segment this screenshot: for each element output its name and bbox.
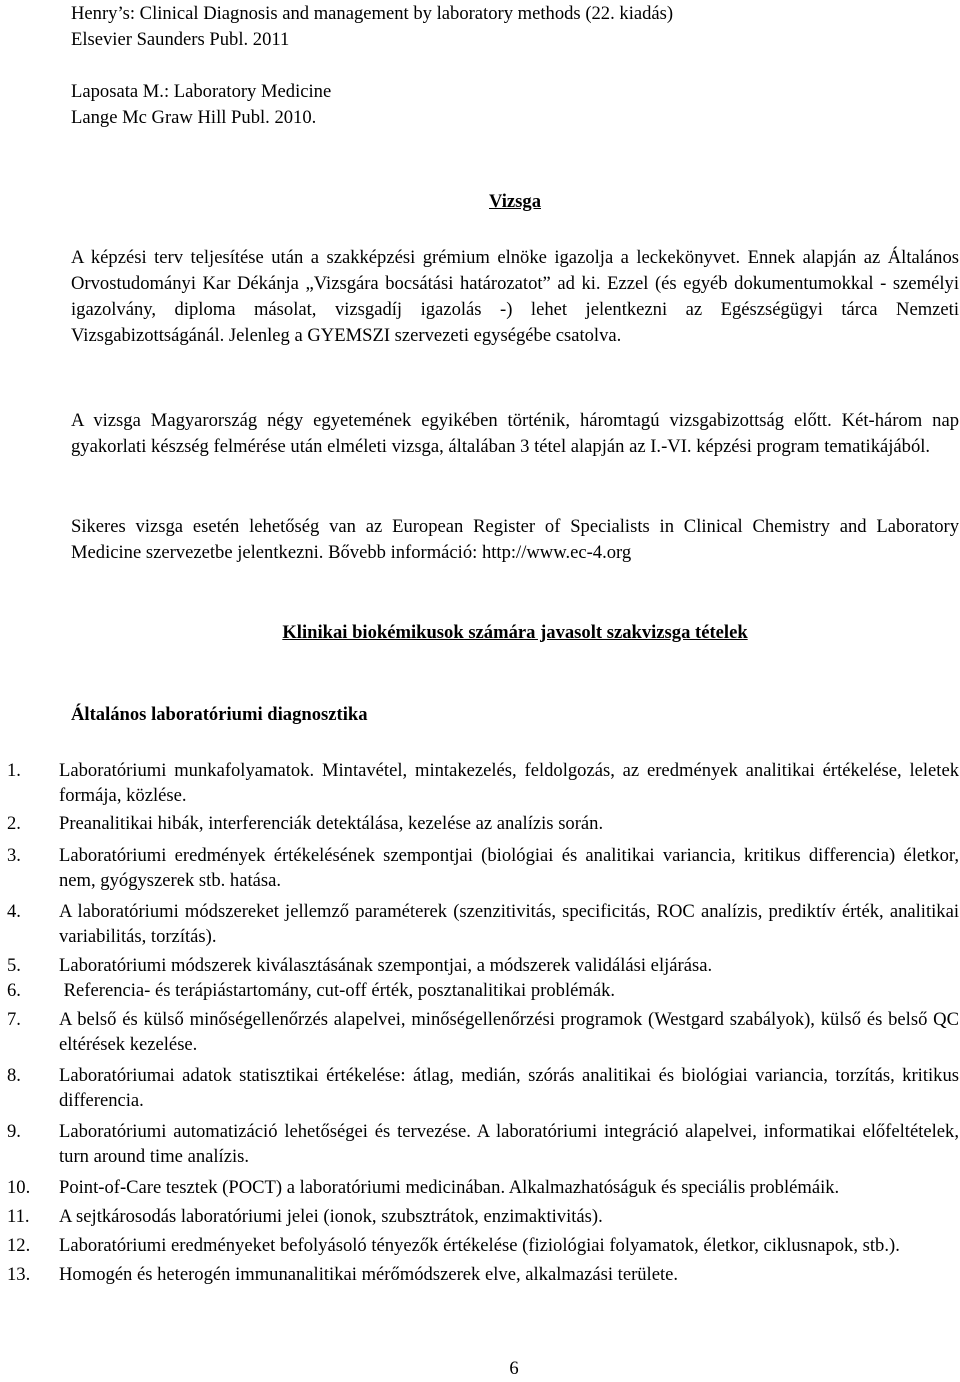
list-item-text: Point-of-Care tesztek (POCT) a laboratóriumi medicinában. Alkalmazhatóságuk és speciális problémáik. — [59, 1177, 840, 1198]
exam-heading: Vizsga — [489, 191, 541, 212]
page-number: 6 — [509, 1358, 519, 1379]
list-item — [0, 1063, 960, 1113]
list-item-number: 10. — [7, 1177, 31, 1198]
list-item — [0, 811, 960, 836]
exam-paragraph-1: A képzési terv teljesítése után a szakképzési grémium elnöke igazolja a leckekönyvet. Ennek alapján az Általános Orvostudományi Kar Dékánja „Vizsgára bocsátási határozatot” ad ki. Ezzel (és egyéb dokumentumokkal - személyi igazolvány, diploma másolat, vizsgadíj igazolás -) lehet jelentkezni az Egészségügyi tárca Nemzeti Vizsgabizottságánál. Jelenleg a GYEMSZI szervezeti egységébe csatolva. — [71, 247, 959, 346]
reference-2-line-2: Lange Mc Graw Hill Publ. 2010. — [71, 107, 317, 128]
list-item — [0, 1262, 960, 1287]
list-item-text: Laboratóriumi módszerek kiválasztásának szempontjai, a módszerek validálási eljárása. — [59, 955, 713, 976]
list-item-number: 3. — [7, 845, 21, 866]
list-item — [0, 1119, 960, 1169]
list-item-text: Laboratóriumi eredményeket befolyásoló tényezők értékelése (fiziológiai folyamatok, életkor, ciklusnapok, stb.). — [59, 1235, 900, 1256]
list-item-number: 1. — [7, 760, 21, 781]
reference-1-line-1: Henry’s: Clinical Diagnosis and management by laboratory methods (22. kiadás) — [71, 3, 674, 24]
list-item-text: A sejtkárosodás laboratóriumi jelei (ionok, szubsztrátok, enzimaktivitás). — [59, 1206, 603, 1227]
list-item-text: A belső és külső minőségellenőrzés alapelvei, minőségellenőrzési programok (Westgard szabályok), külső és belső QC eltérések kezelése. — [59, 1009, 959, 1055]
list-item-number: 11. — [7, 1206, 30, 1227]
list-item-text: Homogén és heterogén immunanalitikai mérőmódszerek elve, alkalmazási területe. — [59, 1264, 679, 1285]
topics-list — [0, 758, 960, 1287]
list-item — [0, 1007, 960, 1057]
list-item-number: 9. — [7, 1121, 21, 1142]
list-item — [0, 843, 960, 893]
list-item-number: 8. — [7, 1065, 21, 1086]
list-item — [0, 899, 960, 949]
list-item — [0, 1233, 960, 1258]
list-item-text: Preanalitikai hibák, interferenciák detektálása, kezelése az analízis során. — [59, 813, 604, 834]
topics-subheading: Általános laboratóriumi diagnosztika — [71, 704, 368, 725]
list-item-number: 12. — [7, 1235, 31, 1256]
list-item-text: Laboratóriumi eredmények értékelésének szempontjai (biológiai és analitikai variancia, kritikus differencia) életkor, nem, gyógyszerek stb. hatása. — [59, 845, 959, 891]
exam-paragraph-2: A vizsga Magyarország négy egyetemének egyikében történik, háromtagú vizsgabizottság előtt. Két-három nap gyakorlati készség felmérése után elméleti vizsga, általában 3 tétel alapján az I.-VI. képzési program tematikájából. — [71, 410, 959, 457]
list-item-text: A laboratóriumi módszereket jellemző paraméterek (szenzitivitás, specificitás, ROC analízis, prediktív érték, analitikai variabilitás, torzítás). — [59, 901, 959, 947]
list-item-text: Laboratóriumi munkafolyamatok. Mintavétel, mintakezelés, feldolgozás, az eredmények analitikai értékelése, leletek formája, közlése. — [59, 760, 959, 806]
list-item — [0, 953, 960, 978]
list-item-text: Referencia- és terápiástartomány, cut-off érték, posztanalitikai problémák. — [59, 980, 616, 1001]
list-item — [0, 758, 960, 808]
topics-heading: Klinikai biokémikusok számára javasolt szakvizsga tételek — [282, 622, 748, 643]
list-item-number: 6. — [7, 980, 21, 1001]
reference-1-line-2: Elsevier Saunders Publ. 2011 — [71, 29, 290, 50]
list-item — [0, 978, 960, 1003]
list-item-number: 13. — [7, 1264, 31, 1285]
list-item-number: 2. — [7, 813, 21, 834]
list-item — [0, 1175, 960, 1200]
reference-2-line-1: Laposata M.: Laboratory Medicine — [71, 81, 332, 102]
list-item-number: 4. — [7, 901, 21, 922]
list-item-number: 7. — [7, 1009, 21, 1030]
exam-paragraph-3: Sikeres vizsga esetén lehetőség van az European Register of Specialists in Clinical Chemistry and Laboratory Medicine szervezetbe jelentkezni. Bővebb információ: http://www.ec-4.org — [71, 516, 959, 563]
list-item — [0, 1204, 960, 1229]
list-item-number: 5. — [7, 955, 21, 976]
list-item-text: Laboratóriumi automatizáció lehetőségei és tervezése. A laboratóriumi integráció alapelvei, informatikai előfeltételek, turn around time analízis. — [59, 1121, 959, 1167]
list-item-text: Laboratóriumai adatok statisztikai értékelése: átlag, medián, szórás analitikai és biológiai variancia, torzítás, kritikus differencia. — [59, 1065, 959, 1111]
